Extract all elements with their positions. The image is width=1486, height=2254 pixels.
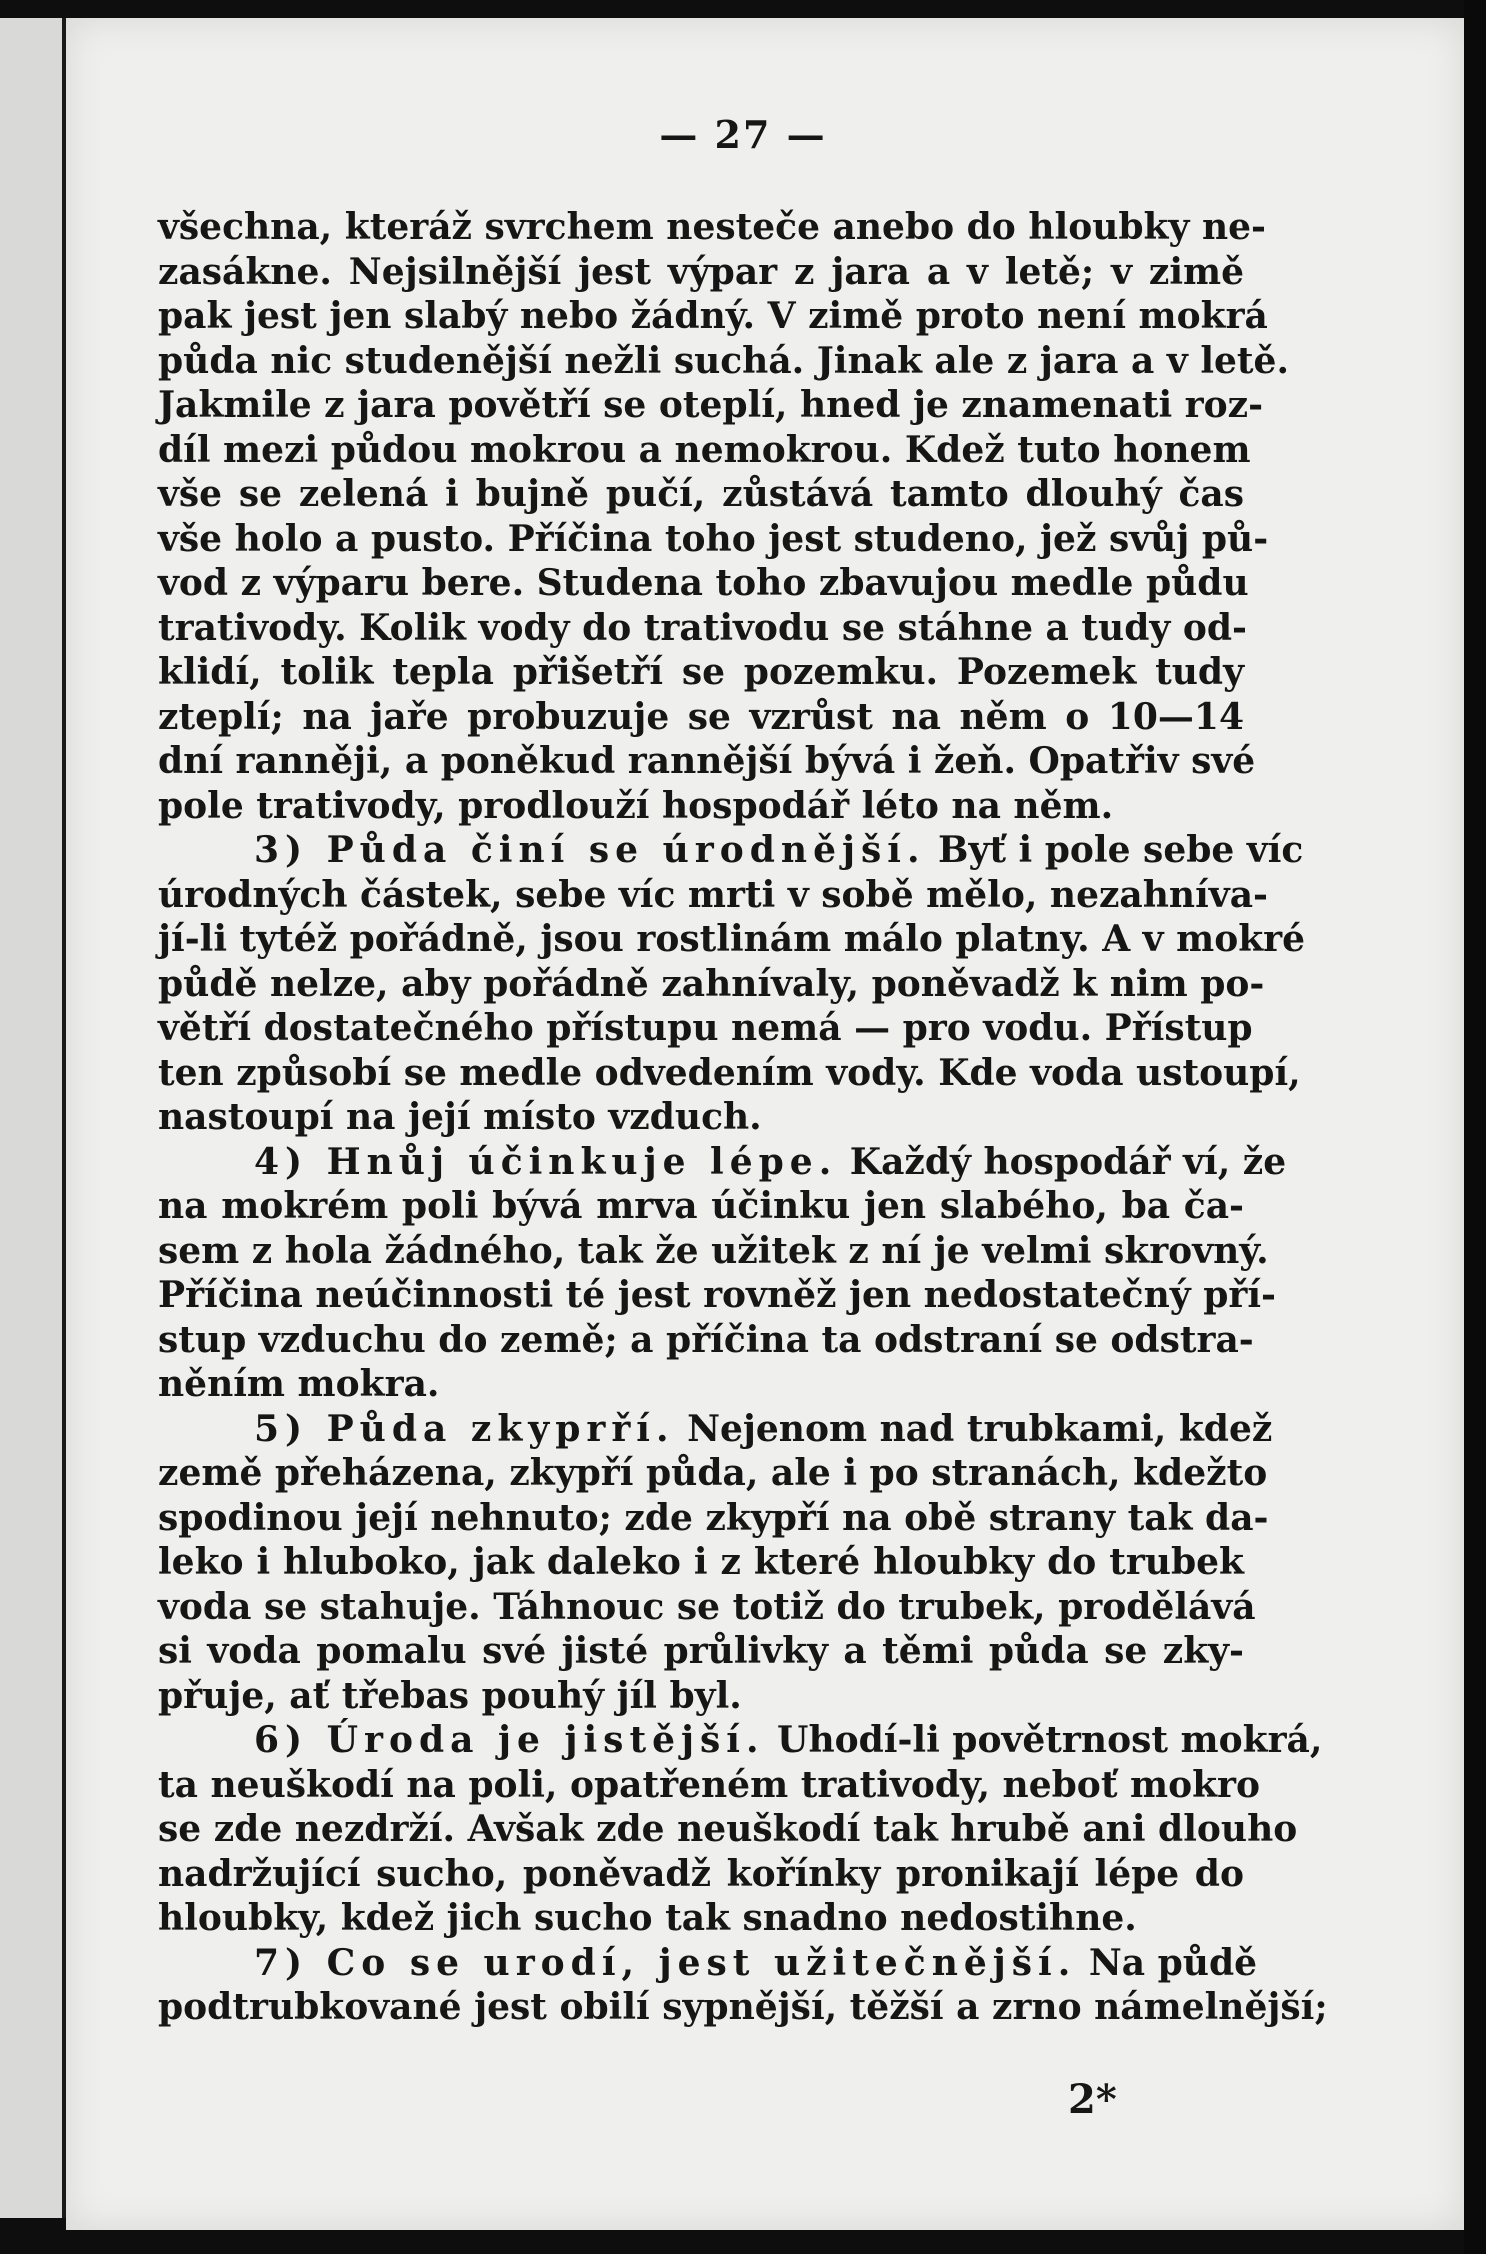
section-text: Nejenom nad trubkami, kdež xyxy=(687,1407,1273,1450)
signature-mark: 2* xyxy=(1068,2076,1117,2123)
text-line: leko i hluboko, jak daleko i z které hloubky do trubek xyxy=(158,1541,1244,1583)
text-line: Příčina neúčinnosti té jest rovněž jen nedostatečný pří- xyxy=(158,1274,1276,1316)
text-line: si voda pomalu své jisté průlivky a těmi půda se zky- xyxy=(158,1630,1244,1672)
text-line: přuje, ať třebas pouhý jíl byl. xyxy=(158,1674,742,1717)
section-heading: 4) Hnůj účinkuje lépe. xyxy=(254,1140,838,1183)
text-line: trativody. Kolik vody do trativodu se stáhne a tudy od- xyxy=(158,606,1247,649)
section-first-line xyxy=(158,1718,1323,1763)
text-line: pak jest jen slabý nebo žádný. V zimě proto není mokrá xyxy=(158,295,1268,337)
section-first-line xyxy=(158,1407,1273,1452)
text-line: díl mezi půdou mokrou a nemokrou. Kdež tuto honem xyxy=(158,428,1251,471)
text-line: dní ranněji, a poněkud rannější bývá i žeň. Opatřiv své xyxy=(158,740,1256,782)
text-line: ten způsobí se medle odvedením vody. Kde voda ustoupí, xyxy=(158,1051,1301,1094)
text-line: na mokrém poli bývá mrva účinku jen slabého, ba ča- xyxy=(158,1185,1244,1227)
text-line: větří dostatečného přístupu nemá — pro vodu. Přístup xyxy=(158,1007,1253,1049)
scan-border xyxy=(1464,0,1486,2254)
text-line: vše holo a pusto. Příčina toho jest studeno, jež svůj pů- xyxy=(158,517,1269,560)
text-line: voda se stahuje. Táhnouc se totiž do trubek, prodělává xyxy=(158,1585,1256,1628)
text-line: nadržující sucho, poněvadž kořínky pronikají lépe do xyxy=(158,1852,1244,1895)
text-line: vše se zelená i bujně pučí, zůstává tamto dlouhý čas xyxy=(158,473,1244,515)
text-line: úrodných částek, sebe víc mrti v sobě mělo, nezahníva- xyxy=(158,873,1268,916)
section-first-line xyxy=(158,1941,1258,1986)
section-heading: 3) Půda činí se úrodnější. xyxy=(254,829,926,871)
section-first-line xyxy=(158,828,1304,873)
text-line: ta neuškodí na poli, opatřeném trativody, neboť mokro xyxy=(158,1763,1261,1806)
body-text xyxy=(158,205,1328,2030)
section-heading: 6) Úroda je jistější. xyxy=(254,1719,765,1761)
text-line: všechna, kteráž svrchem nesteče anebo do hloubky ne- xyxy=(158,206,1266,248)
text-line: Jakmile z jara povětří se oteplí, hned je znamenati roz- xyxy=(158,384,1264,426)
text-line: stup vzduchu do země; a příčina ta odstraní se odstra- xyxy=(158,1318,1254,1361)
text-line: sem z hola žádného, tak že užitek z ní je velmi skrovný. xyxy=(158,1229,1269,1272)
facing-page-edge xyxy=(0,18,66,2218)
section-text: Každý hospodář ví, že xyxy=(849,1140,1287,1183)
section-heading: 7) Co se urodí, jest užitečnější. xyxy=(254,1941,1077,1984)
text-line: klidí, tolik tepla přišetří se pozemku. Pozemek tudy xyxy=(158,651,1244,693)
text-line: země přeházena, zkypří půda, ale i po stranách, kdežto xyxy=(158,1452,1268,1494)
section-text: Na půdě xyxy=(1088,1941,1258,1984)
section-text: Uhodí-li povětrnost mokrá, xyxy=(777,1719,1323,1761)
text-line: zteplí; na jaře probuzuje se vzrůst na něm o 10—14 xyxy=(158,695,1244,738)
text-line: jí-li tytéž pořádně, jsou rostlinám málo platny. A v mokré xyxy=(158,918,1306,960)
text-line: podtrubkované jest obilí sypnější, těžší a zrno námelnější; xyxy=(158,1986,1328,2028)
text-line: hloubky, kdež jich sucho tak snadno nedostihne. xyxy=(158,1897,1137,1939)
text-line: půdě nelze, aby pořádně zahnívaly, poněvadž k nim po- xyxy=(158,962,1265,1005)
text-line: nastoupí na její místo vzduch. xyxy=(158,1096,762,1138)
text-line: spodinou její nehnuto; zde zkypří na obě strany tak da- xyxy=(158,1496,1269,1539)
text-line: se zde nezdrží. Avšak zde neuškodí tak hrubě ani dlouho xyxy=(158,1808,1298,1850)
text-line: pole trativody, prodlouží hospodář léto na něm. xyxy=(158,784,1114,827)
section-first-line xyxy=(158,1140,1287,1185)
section-heading: 5) Půda zkyprří. xyxy=(254,1407,675,1450)
page-number: — 27 — xyxy=(659,112,827,157)
text-line: půda nic studenější nežli suchá. Jinak ale z jara a v letě. xyxy=(158,339,1289,382)
text-line: vod z výparu bere. Studena toho zbavujou medle půdu xyxy=(158,562,1249,604)
section-text: Byť i pole sebe víc xyxy=(938,829,1304,871)
text-line: něním mokra. xyxy=(158,1363,440,1405)
text-line: zasákne. Nejsilnější jest výpar z jara a v letě; v zimě xyxy=(158,250,1244,293)
